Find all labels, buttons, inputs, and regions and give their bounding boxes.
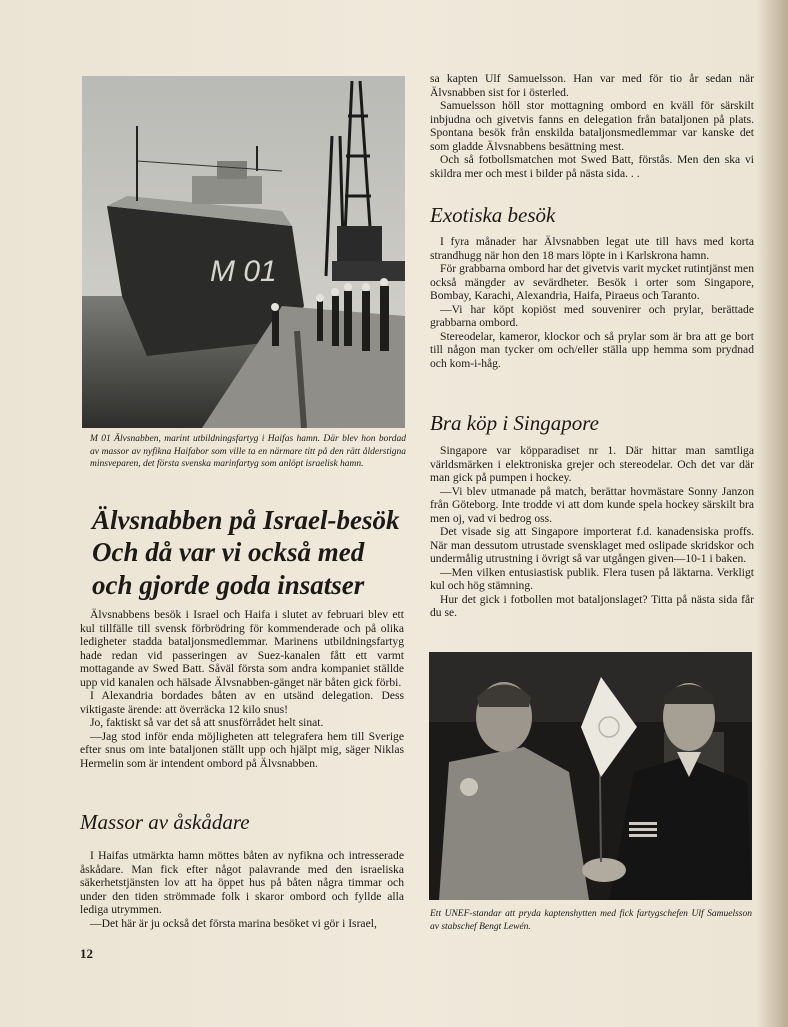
section-title-massor: Massor av åskådare [80, 810, 250, 834]
paragraph: Samuelsson höll stor mottagning ombord en kväll för särskilt inbjudna och givetvis fanns en delegation från bataljonen på plats. Spontana besök från enskilda bataljonsmedlemmar var kanske det som gladde Älvsnabbens besättning mest. [430, 99, 754, 153]
hull-marking: M 01 [210, 255, 277, 288]
right-column-intro [430, 72, 754, 180]
paragraph: Hur det gick i fotbollen mot bataljonslaget? Titta på nästa sida får du se. [430, 592, 754, 619]
pennant-photo-caption: Ett UNEF-standar att pryda kaptenshytten med fick fartygschefen Ulf Samuelsson av stabschef Bengt Lewén. [430, 909, 752, 932]
paragraph: —Jag stod inför enda möjligheten att telegrafera hem till Sverige efter snus om inte bataljonen ställt upp och hjälpt mig, säger Niklas Hermelin som är intendent ombord på Älvsnabben. [80, 729, 404, 770]
paragraph: Det visade sig att Singapore importerat f.d. kanadensiska proffs. När man dessutom utrustade svensklaget med oslipade skridskor och undermålig utrustning i övrigt så var utgången given—10-1 i baken. [430, 525, 754, 565]
paragraph: —Det här är ju också det första marina besöket vi gör i Israel, [90, 916, 377, 930]
right-column-section-2 [430, 444, 754, 620]
pennant-photo [429, 652, 752, 900]
paragraph: Singapore var köpparadiset nr 1. Där hittar man samtliga världsmärken i elektroniska grejer och stereodelar. Och det var där man gick på pumpen i hockey. [430, 444, 754, 484]
paragraph: I Haifas utmärkta hamn möttes båten av nyfikna och intresserade åskådare. Man fick efter något palavrande med den israeliska säkerhetstjänsten lov att ha öppet hus på båten några timmar och under den tiden strömmade folk i skaror ombord och fyllde alla lediga utrymmen. [80, 849, 404, 916]
paragraph: För grabbarna ombord har det givetvis varit mycket rutintjänst men också mängder av sevärdheter. Besök i orter som Singapore, Bombay, Karachi, Alexandria, Haifa, Piraeus och Taranto. [430, 262, 754, 302]
headline-line-2: Och då var vi också med [92, 537, 365, 567]
ship-photo-caption: M 01 Älvsnabben, marint utbildningsfartyg i Haifas hamn. Där blev hon bordad av massor av nyfikna Haifabor som ville ta en närmare titt på den rätt ålderstigna minsveparen, det första svenska marinfartyg som anlöpt israelisk hamn. [90, 434, 406, 469]
paragraph: sa kapten Ulf Samuelsson. Han var med för tio år sedan när Älvsnabben sist for i österled. [430, 72, 754, 99]
left-column-section [80, 849, 404, 930]
paragraph: —Vi har köpt kopiöst med souvenirer och prylar, berättade grabbarna ombord. [430, 302, 754, 329]
page-number: 12 [80, 946, 93, 961]
section-title-singapore: Bra köp i Singapore [430, 411, 599, 435]
paragraph: —Men vilken entusiastisk publik. Flera tusen på läktarna. Verkligt kul och hög stämning. [430, 565, 754, 592]
paragraph: —Vi blev utmanade på match, berättar hovmästare Sonny Janzon från Göteborg. Inte trodde vi att dom kunde spela hockey särskilt bra men oj, vad vi bedrog oss. [430, 484, 754, 525]
right-column-section-1 [430, 235, 754, 370]
paragraph: Älvsnabbens besök i Israel och Haifa i slutet av februari blev ett kul tillfälle till svensk förbrödring för kommenderade och på olika ledigheter stadda bataljonsmedlemmar. Marinens utbildningsfartyg hade redan vid passeringen av Suez-kanalen fått ett varmt mottagande av Swed Batt. Såväl första som andra kompaniet ställde upp vid kanalen och hälsade Älvsnabben-gänget när båten gick förbi. [80, 608, 404, 689]
paragraph: I Alexandria bordades båten av en utsänd delegation. Dess viktigaste ärende: att överräcka 12 kilo snus! [80, 689, 404, 716]
left-column-intro [80, 608, 404, 770]
section-title-exotiska: Exotiska besök [430, 203, 556, 227]
paragraph: Stereodelar, kameror, klockor och så prylar som är bra att ge bort till någon man tycker om och/eller ställa upp hemma som prydnad och kom-i-håg. [430, 329, 754, 370]
paragraph: Jo, faktiskt så var det så att snusförrådet helt sinat. [90, 716, 324, 729]
headline-line-1: Älvsnabben på Israel-besök [92, 505, 400, 535]
ship-photo [82, 76, 405, 428]
paragraph: I fyra månader har Älvsnabben legat ute till havs med korta strandhugg när hon den 18 mars löpte in i Karlskrona hamn. [430, 235, 754, 262]
paragraph: Och så fotbollsmatchen mot Swed Batt, förstås. Men den ska vi skildra mer och mest i bilder på nästa sida. . . [430, 153, 754, 180]
headline-line-3: och gjorde goda insatser [92, 570, 365, 600]
pennant-illustration [429, 652, 752, 900]
ship-illustration [82, 76, 405, 428]
